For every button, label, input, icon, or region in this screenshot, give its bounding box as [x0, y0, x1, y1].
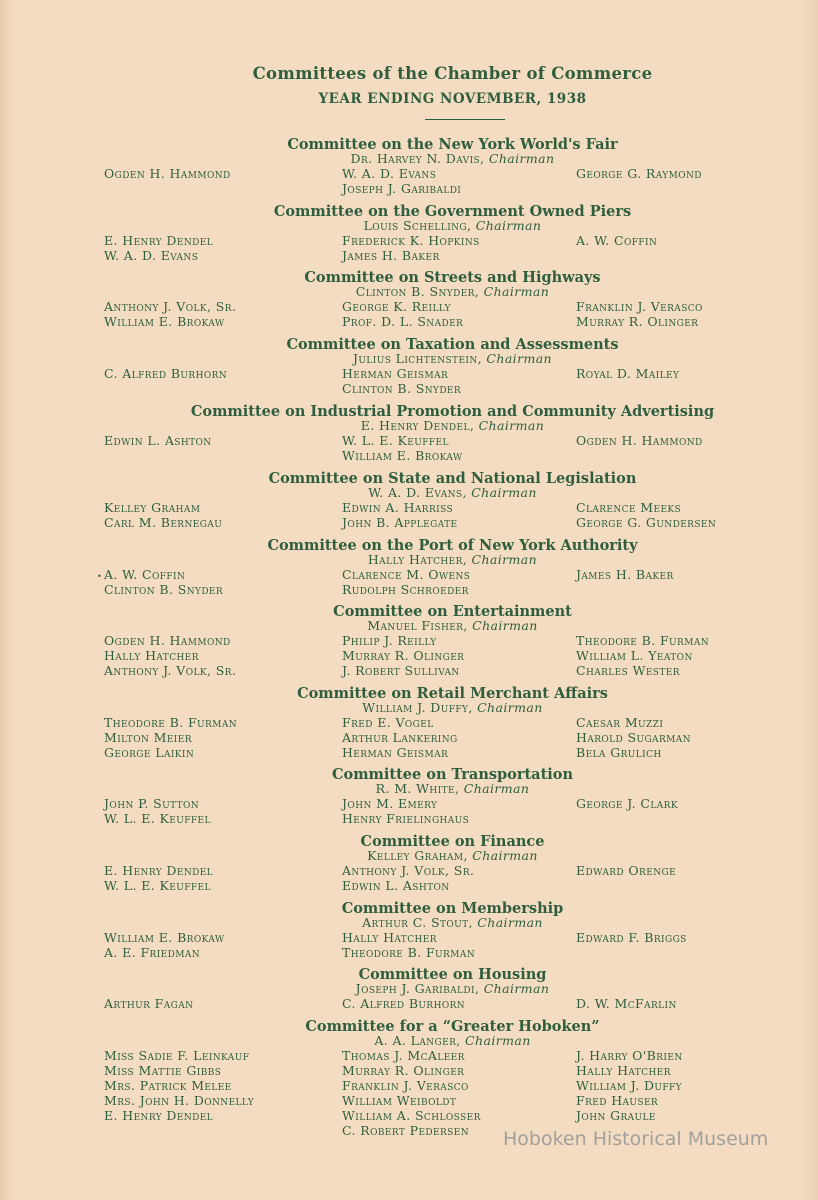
member-name: John P. Sutton [104, 796, 200, 811]
member-name: James H. Baker [342, 248, 440, 263]
member-name: Hally Hatcher [104, 648, 199, 663]
committee-chairman: Louis Schelling, Chairman [363, 218, 542, 233]
member-name: Anthony J. Volk, Sr. [342, 863, 475, 878]
member-name: Fred E. Vogel [342, 715, 434, 730]
member-name: Joseph J. Garibaldi [342, 181, 462, 196]
chairman-role: Chairman [463, 781, 530, 796]
chairman-role: Chairman [477, 700, 543, 715]
chairman-role: Chairman [488, 151, 555, 166]
member-name: William L. Yeaton [576, 648, 693, 663]
chairman-name: Dr. Harvey N. Davis [350, 151, 481, 166]
chairman-role: Chairman [477, 915, 543, 930]
member-name: William E. Brokaw [342, 448, 463, 463]
chairman-name: Arthur C. Stout [362, 915, 469, 930]
committee-title: Committee on Streets and Highways [304, 269, 601, 286]
member-name: George J. Clark [576, 796, 678, 811]
member-name: J. Robert Sullivan [342, 663, 460, 678]
member-name: Royal D. Mailey [576, 366, 680, 381]
member-name: A. E. Friedman [104, 945, 201, 960]
committee-chairman: Hally Hatcher, Chairman [367, 552, 538, 567]
chairman-role: Chairman [471, 485, 537, 500]
member-name: Edwin L. Ashton [104, 433, 212, 448]
committee-chairman: Joseph J. Garibaldi, Chairman [355, 981, 550, 996]
member-name: Edward F. Briggs [576, 930, 687, 945]
member-name: Miss Sadie F. Leinkauf [104, 1048, 250, 1063]
chairman-name: Hally Hatcher [367, 552, 463, 567]
member-name: Rudolph Schroeder [342, 582, 469, 597]
member-name: William E. Brokaw [104, 930, 225, 945]
member-name: C. Robert Pedersen [342, 1123, 469, 1138]
chairman-name: E. Henry Dendel [360, 418, 470, 433]
committee-title: Committee on Membership [341, 900, 564, 917]
committee-chairman: William J. Duffy, Chairman [362, 700, 543, 715]
chairman-name: Joseph J. Garibaldi [355, 981, 475, 996]
committee-chairman: Dr. Harvey N. Davis, Chairman [350, 151, 555, 166]
watermark: Hoboken Historical Museum [503, 1128, 769, 1150]
member-name: Edwin A. Harriss [342, 500, 454, 515]
member-name: William E. Brokaw [104, 314, 225, 329]
member-name: C. Alfred Burhorn [104, 366, 228, 381]
committee-title: Committee for a “Greater Hoboken” [305, 1018, 600, 1035]
member-name: E. Henry Dendel [104, 863, 214, 878]
member-name: W. L. E. Keuffel [104, 878, 211, 893]
chairman-name: William J. Duffy [362, 700, 469, 715]
member-name: W. L. E. Keuffel [342, 433, 449, 448]
chairman-role: Chairman [475, 218, 542, 233]
committee-chairman: W. A. D. Evans, Chairman [368, 485, 537, 500]
committee-title: Committee on Entertainment [333, 603, 572, 620]
committee-chairman: Arthur C. Stout, Chairman [362, 915, 543, 930]
chairman-name: Clinton B. Snyder [355, 284, 475, 299]
committee-title: Committee on Transportation [332, 766, 573, 783]
member-name: Theodore B. Furman [576, 633, 710, 648]
page-subtitle: YEAR ENDING NOVEMBER, 1938 [318, 91, 587, 107]
member-name: Murray R. Olinger [342, 648, 465, 663]
member-name: Ogden H. Hammond [104, 633, 231, 648]
chairman-role: Chairman [471, 552, 538, 567]
member-name: A. W. Coffin [104, 567, 186, 582]
member-name: Clinton B. Snyder [342, 381, 462, 396]
committee-title: Committee on Housing [358, 966, 547, 983]
committee-chairman: Manuel Fisher, Chairman [367, 618, 538, 633]
member-name: Edward Orenge [576, 863, 677, 878]
chairman-role: Chairman [472, 848, 538, 863]
committee-title: Committee on Retail Merchant Affairs [297, 685, 608, 702]
committee-title: Committee on State and National Legislation [268, 470, 637, 487]
member-name: William J. Duffy [576, 1078, 683, 1093]
member-name: W. L. E. Keuffel [104, 811, 211, 826]
chairman-role: Chairman [472, 618, 538, 633]
chairman-name: Louis Schelling [363, 218, 468, 233]
member-name: Thomas J. McAleer [342, 1048, 465, 1063]
chairman-name: W. A. D. Evans [368, 485, 463, 500]
committee-title: Committee on Finance [360, 833, 545, 850]
member-name: Murray R. Olinger [576, 314, 699, 329]
committee-chairman: Clinton B. Snyder, Chairman [355, 284, 550, 299]
member-name: William Weiboldt [342, 1093, 457, 1108]
member-name: George G. Gundersen [576, 515, 717, 530]
member-name: E. Henry Dendel [104, 1108, 214, 1123]
committee-title: Committee on Taxation and Assessments [286, 336, 619, 353]
committee-title: Committee on the New York World's Fair [287, 136, 618, 153]
stray-mark: • [97, 572, 102, 581]
chairman-name: A. A. Langer [374, 1033, 457, 1048]
page-title: Committees of the Chamber of Commerce [252, 64, 653, 83]
chairman-name: Manuel Fisher [367, 618, 464, 633]
chairman-role: Chairman [465, 1033, 531, 1048]
member-name: Mrs. John H. Donnelly [104, 1093, 255, 1108]
chairman-name: Kelley Graham [367, 848, 464, 863]
member-name: W. A. D. Evans [104, 248, 199, 263]
chairman-name: R. M. White [375, 781, 455, 796]
member-name: George G. Raymond [576, 166, 702, 181]
member-name: Kelley Graham [104, 500, 201, 515]
member-name: A. W. Coffin [576, 233, 658, 248]
member-name: Hally Hatcher [576, 1063, 671, 1078]
member-name: Theodore B. Furman [342, 945, 476, 960]
member-name: George K. Reilly [342, 299, 451, 314]
member-name: Carl M. Bernegau [104, 515, 223, 530]
member-name: Hally Hatcher [342, 930, 437, 945]
committee-chairman: A. A. Langer, Chairman [374, 1033, 531, 1048]
member-name: John M. Emery [342, 796, 438, 811]
member-name: Theodore B. Furman [104, 715, 238, 730]
member-name: Herman Geismar [342, 745, 449, 760]
member-name: Ogden H. Hammond [576, 433, 703, 448]
member-name: J. Harry O'Brien [576, 1048, 683, 1063]
committee-chairman: Kelley Graham, Chairman [367, 848, 538, 863]
title-divider [425, 119, 505, 120]
member-name: Miss Mattie Gibbs [104, 1063, 222, 1078]
member-name: Henry Frielinghaus [342, 811, 470, 826]
member-name: Clarence Meeks [576, 500, 682, 515]
member-name: Anthony J. Volk, Sr. [104, 663, 237, 678]
member-name: Charles Wester [576, 663, 680, 678]
committee-chairman: E. Henry Dendel, Chairman [360, 418, 545, 433]
member-name: Milton Meier [104, 730, 192, 745]
member-name: C. Alfred Burhorn [342, 996, 466, 1011]
member-name: Arthur Lankering [342, 730, 458, 745]
chairman-role: Chairman [478, 418, 545, 433]
member-name: D. W. McFarlin [576, 996, 677, 1011]
member-name: Mrs. Patrick Melee [104, 1078, 232, 1093]
member-name: William A. Schlosser [342, 1108, 481, 1123]
member-name: Clinton B. Snyder [104, 582, 224, 597]
chairman-role: Chairman [486, 351, 553, 366]
member-name: Prof. D. L. Snader [342, 314, 464, 329]
committee-chairman: Julius Lichtenstein, Chairman [352, 351, 553, 366]
member-name: Arthur Fagan [104, 996, 194, 1011]
committee-title: Committee on the Government Owned Piers [273, 203, 632, 220]
member-name: Ogden H. Hammond [104, 166, 231, 181]
member-name: Murray R. Olinger [342, 1063, 465, 1078]
committee-chairman: R. M. White, Chairman [375, 781, 530, 796]
member-name: W. A. D. Evans [342, 166, 437, 181]
member-name: Edwin L. Ashton [342, 878, 450, 893]
member-name: Anthony J. Volk, Sr. [104, 299, 237, 314]
member-name: George Laikin [104, 745, 195, 760]
member-name: Philip J. Reilly [342, 633, 437, 648]
member-name: Herman Geismar [342, 366, 449, 381]
member-name: E. Henry Dendel [104, 233, 214, 248]
member-name: John Graule [576, 1108, 656, 1123]
committee-title: Committee on Industrial Promotion and Community Advertising [190, 403, 715, 420]
chairman-role: Chairman [483, 981, 550, 996]
committee-title: Committee on the Port of New York Authority [267, 537, 638, 554]
member-name: James H. Baker [576, 567, 674, 582]
member-name: Harold Sugarman [576, 730, 691, 745]
member-name: Caesar Muzzi [576, 715, 664, 730]
member-name: John B. Applegate [342, 515, 458, 530]
member-name: Franklin J. Verasco [576, 299, 703, 314]
member-name: Frederick K. Hopkins [342, 233, 480, 248]
member-name: Clarence M. Owens [342, 567, 471, 582]
member-name: Bela Grulich [576, 745, 662, 760]
chairman-name: Julius Lichtenstein [352, 351, 478, 366]
member-name: Franklin J. Verasco [342, 1078, 469, 1093]
chairman-role: Chairman [483, 284, 550, 299]
member-name: Fred Hauser [576, 1093, 659, 1108]
